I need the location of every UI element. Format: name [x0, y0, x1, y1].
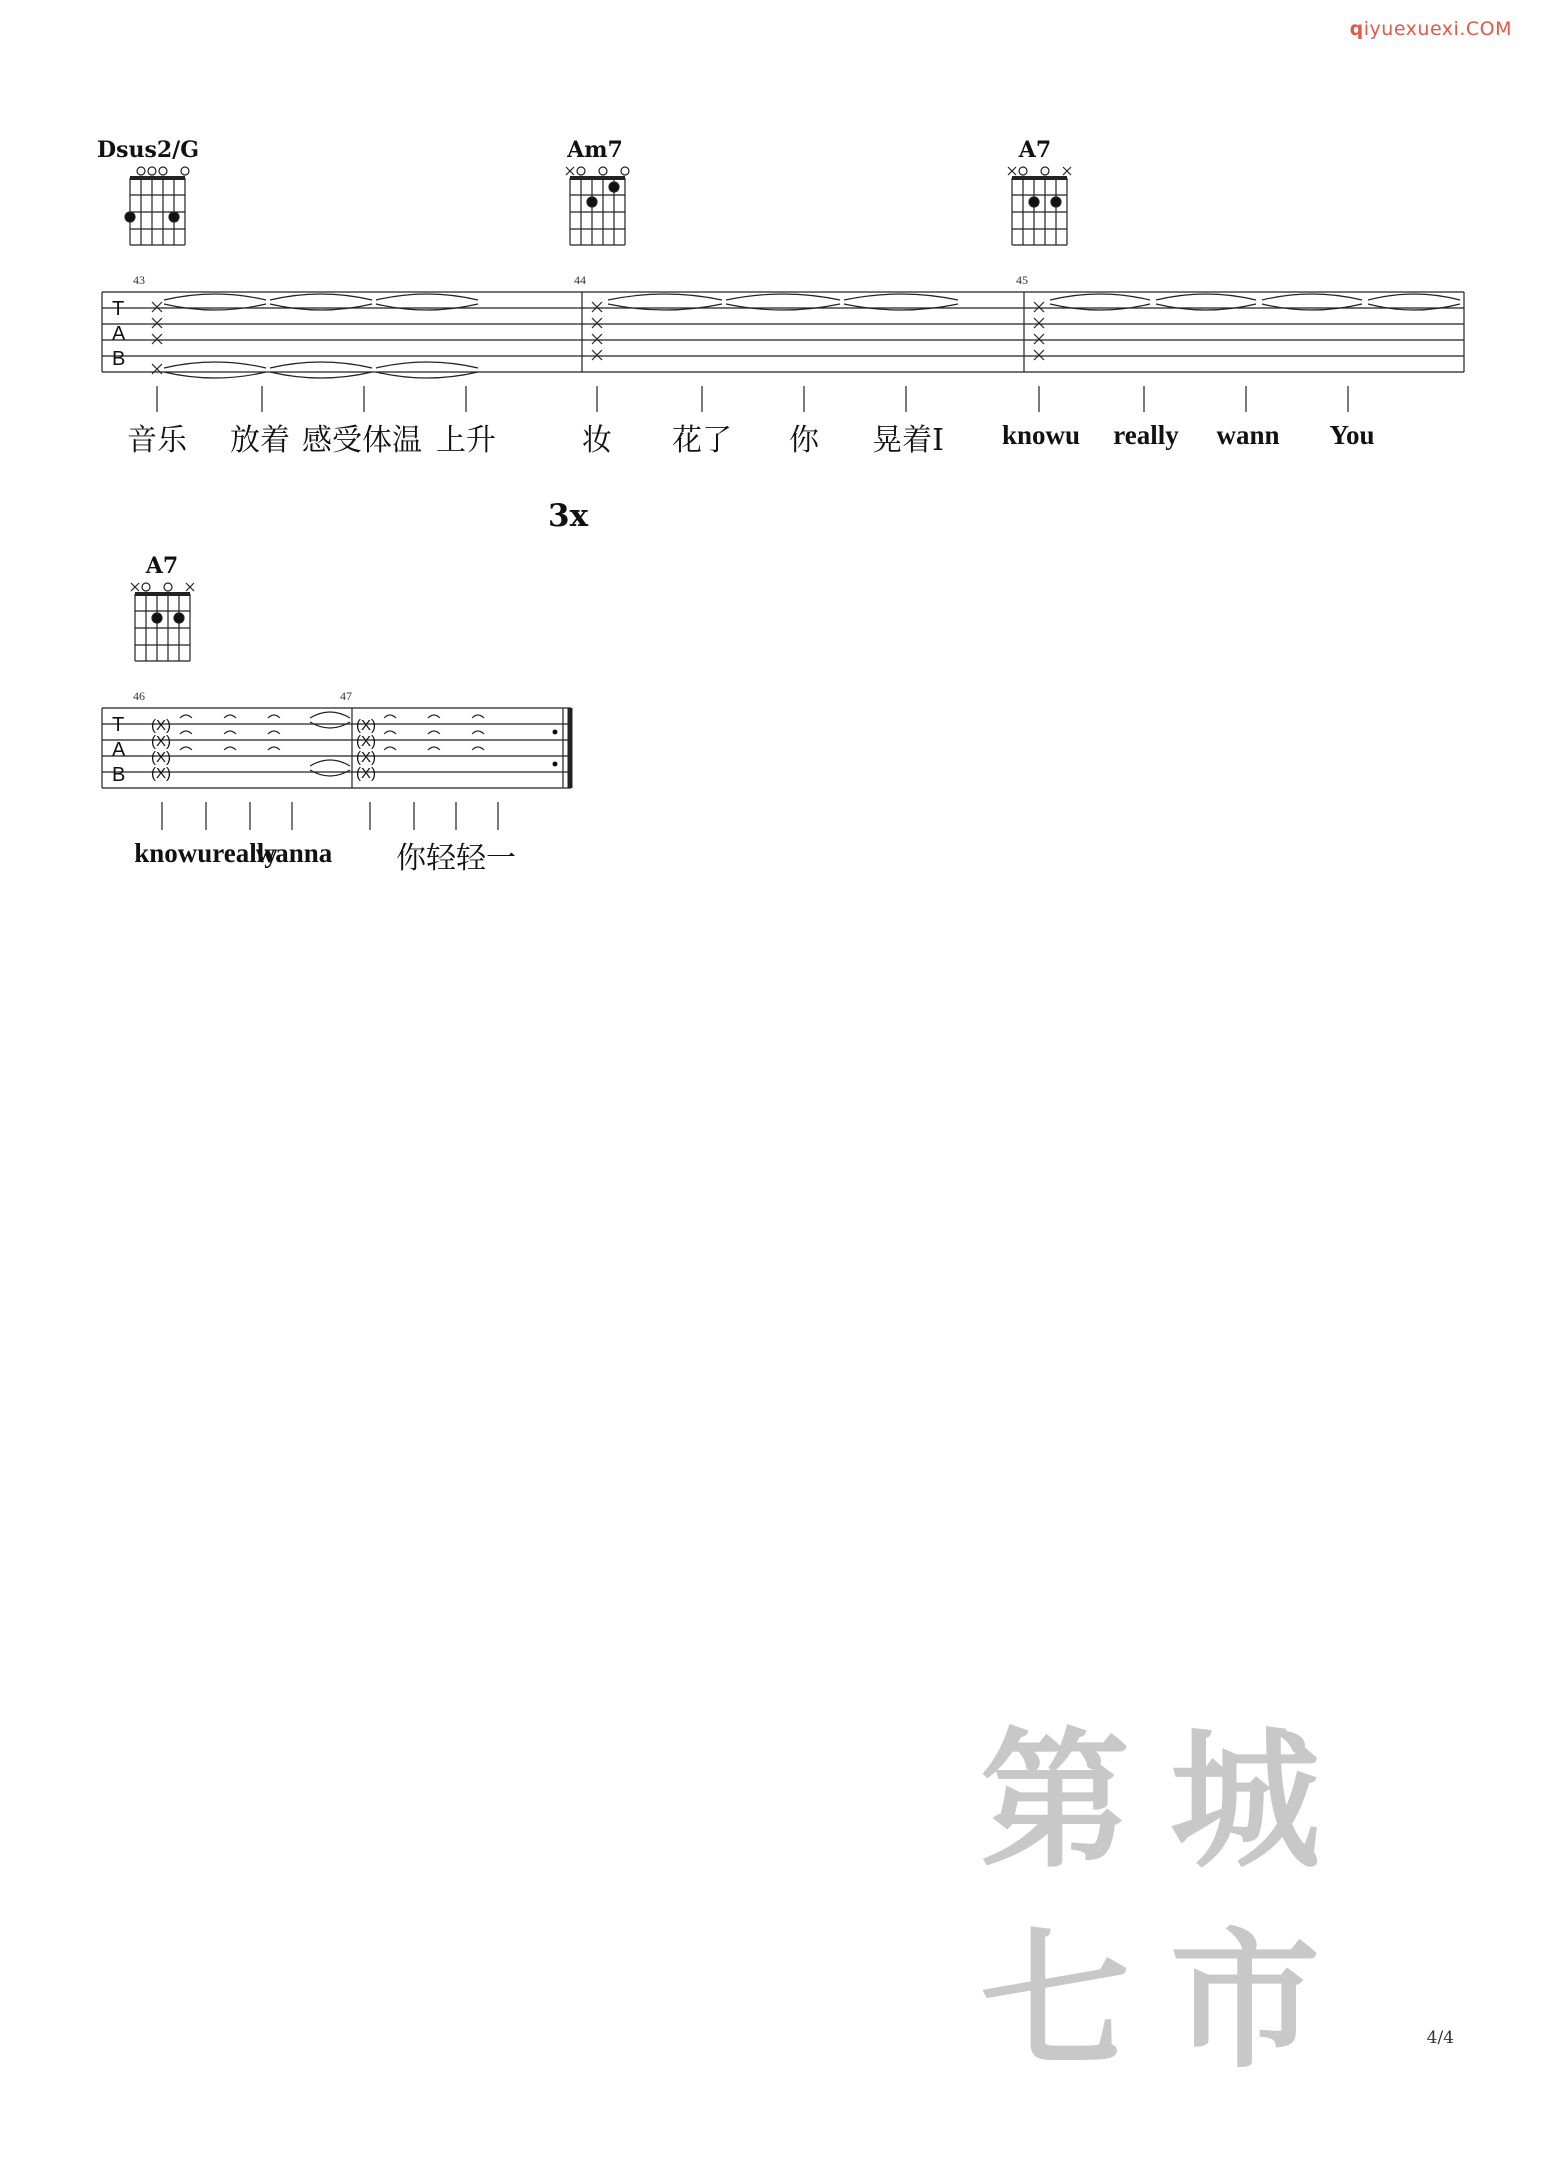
lyric-syllable: wanna [255, 838, 333, 868]
svg-text:(X): (X) [151, 733, 171, 750]
chord-diagram-a7 [1008, 167, 1071, 245]
watermark-char: 第 [980, 1713, 1131, 1889]
svg-text:(X): (X) [151, 717, 171, 734]
chord-diagram-dsus2g [125, 167, 189, 245]
lyric-syllable: 花了 [672, 423, 732, 458]
lyric-syllable: 放着 [230, 423, 290, 458]
svg-text:(X): (X) [356, 749, 376, 766]
svg-text:45: 45 [1016, 273, 1028, 287]
repeat-dot-bottom [553, 762, 558, 767]
watermark-char: 市 [1170, 1913, 1321, 2089]
svg-text:(X): (X) [151, 765, 171, 782]
site-logo: qiyuexuexi.COM [1349, 18, 1512, 40]
watermark-char: 七 [980, 1913, 1131, 2089]
watermark-char: 城 [1170, 1713, 1321, 1889]
svg-text:44: 44 [574, 273, 586, 287]
lyric-syllable: 晃着I [872, 423, 944, 458]
svg-text:B: B [112, 348, 126, 370]
tab-clef-system-1 [112, 298, 126, 370]
lyric-syllable: knowu [1001, 420, 1081, 450]
repeat-label: 3x [548, 498, 589, 534]
svg-text:46: 46 [133, 689, 145, 703]
lyric-syllable: You [1329, 420, 1375, 450]
svg-text:(X): (X) [151, 749, 171, 766]
chord-name-am7: Am7 [567, 137, 623, 163]
chord-name-a7-second: A7 [145, 553, 179, 579]
lyric-syllable: 妆 [582, 423, 612, 458]
lyric-syllable: wann [1216, 420, 1280, 450]
chord-name-dsus2g: Dsus2/G [97, 137, 199, 163]
lyric-syllable: 你 [789, 423, 819, 458]
svg-text:T: T [112, 714, 125, 736]
svg-text:(X): (X) [356, 765, 376, 782]
page-number: 4/4 [1426, 2028, 1454, 2048]
chord-name-a7: A7 [1018, 137, 1052, 163]
chord-diagram-a7-second [131, 583, 194, 661]
svg-text:B: B [112, 764, 126, 786]
measure-numbers-system-2 [133, 689, 352, 703]
lyric-syllable: really [1113, 420, 1179, 450]
svg-text:43: 43 [133, 273, 145, 287]
lyric-syllable: knowureally [134, 838, 278, 868]
lyric-syllable: 音乐 [127, 423, 187, 458]
tab-staff-system-2 [102, 708, 571, 830]
lyric-syllable: 你轻轻一 [396, 841, 516, 876]
chord-diagram-am7 [566, 167, 629, 245]
repeat-dot-top [553, 730, 558, 735]
svg-text:A: A [112, 739, 126, 761]
measure-numbers-system-1 [133, 273, 1028, 287]
tab-staff-system-1 [102, 292, 1464, 412]
tab-clef-system-2 [112, 714, 126, 786]
lyric-syllable: 感受体温 [302, 423, 422, 458]
lyric-syllable: 上升 [436, 423, 496, 458]
svg-text:(X): (X) [356, 733, 376, 750]
watermark-stamp [960, 1680, 1380, 2089]
svg-text:47: 47 [340, 689, 352, 703]
svg-text:(X): (X) [356, 717, 376, 734]
svg-text:A: A [112, 323, 126, 345]
svg-text:T: T [112, 298, 125, 320]
